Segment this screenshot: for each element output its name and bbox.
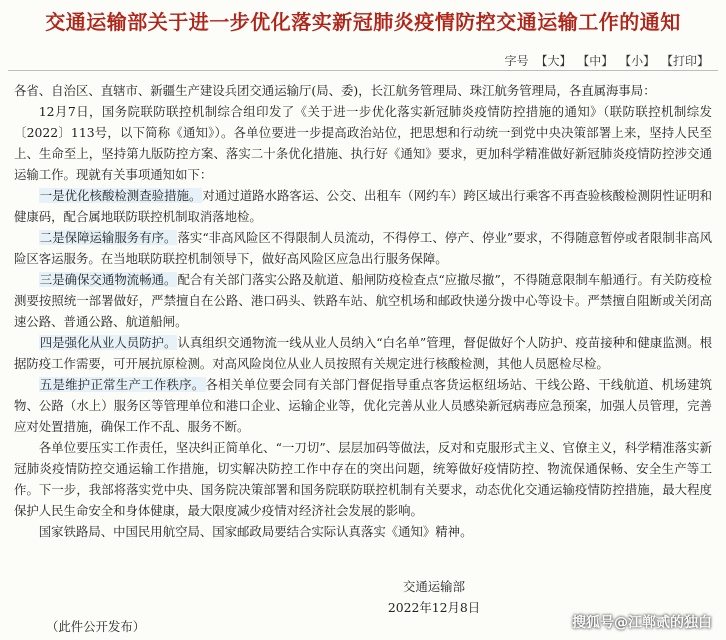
signature-date: 2022年12月8日	[387, 600, 481, 615]
font-size-label: 字号	[504, 54, 529, 68]
page-title: 交通运输部关于进一步优化落实新冠肺炎疫情防控交通运输工作的通知	[45, 10, 681, 34]
salutation: 各省、自治区、直辖市、新疆生产建设兵团交通运输厅(局、委)，长江航务管理局、珠江航务管理局，各直属海事局：	[14, 83, 656, 98]
font-size-medium-button[interactable]: 【中】	[577, 54, 614, 68]
measure-paragraph	[14, 332, 712, 374]
measure-text: 对通过道路水路客运、公交、出租车（网约车）跨区域出行乘客不再查验核酸检测阴性证明和健康码，配合属地联防联控机制取消落地检。	[14, 188, 713, 224]
measure-text: 配合有关部门落实公路及航道、船闸防疫检查点“应撤尽撤”，不得随意限制车船通行。有关防疫检测要按照统一部署做好，严禁擅自在公路、港口码头、铁路车站、航空机场和邮政快递分拨中心等设卡。严禁擅自阻断或关闭高速公路、普通公路、航道船闸。	[14, 272, 712, 329]
closing-paragraph: 各单位要压实工作责任，坚决纠正简单化、“一刀切”、层层加码等做法，反对和克服形式主义、官僚主义，科学精准落实新冠肺炎疫情防控交通运输工作措施，切实解决防控工作中存在的突出问题，统筹做好疫情防控、物流保通保畅、安全生产等工作。下一步，我部将落实党中央、国务院决策部署和国务院联防联控机制有关要求，动态优化交通运输疫情防控措施，最大程度保护人民生命安全和身体健康，最大限度减少疫情对经济社会发展的影响。	[14, 440, 712, 518]
font-size-large-button[interactable]: 【大】	[535, 54, 572, 68]
measure-heading: 五是维护正常生产工作秩序。	[39, 377, 205, 392]
font-size-small-button[interactable]: 【小】	[619, 54, 656, 68]
release-note: （此件公开发布）	[46, 619, 146, 634]
measure-text: 落实“非高风险区不得限制人员流动，不得停工、停产、停业”要求，不得随意暂停或者限制非高风险区客运服务。在当地联防联控机制领导下，做好高风险区应急出行服务保障。	[14, 230, 712, 266]
measure-text: 各相关单位要会同有关部门督促指导重点客货运枢纽场站、干线公路、干线航道、机场建筑物、公路（水上）服务区等管理单位和港口企业、运输企业等，优化完善从业人员感染新冠病毒应急预案，加强人员管理，完善应对处置措施，确保工作不乱、服务不断。	[14, 377, 712, 434]
source-watermark: 搜狐号@江郸贰的独白	[572, 615, 712, 631]
measure-paragraph	[14, 374, 712, 437]
measure-heading: 四是强化从业人员防护。	[39, 335, 177, 350]
print-button[interactable]: 【打印】	[660, 54, 709, 68]
font-size-bar	[505, 52, 710, 69]
measure-heading: 一是优化核酸检测查验措施。	[39, 188, 202, 203]
measure-heading: 三是确保交通物流畅通。	[39, 272, 177, 287]
article-body	[14, 80, 712, 542]
measure-paragraph	[14, 185, 712, 227]
signature-block	[384, 576, 484, 618]
measure-paragraph	[14, 269, 712, 332]
intro-paragraph: 12月7日，国务院联防联控机制综合组印发了《关于进一步优化落实新冠肺炎疫情防控措施的通知》（联防联控机制综发〔2022〕113号，以下简称《通知》）。各单位要进一步提高政治站位，把思想和行动统一到党中央决策部署上来，坚持人民至上、生命至上，坚持第九版防控方案、落实二十条优化措施、执行好《通知》要求，更加科学精准做好新冠肺炎疫情防控涉交通运输工作。现就有关事项通知如下：	[14, 104, 712, 182]
measure-text: 认真组织交通物流一线从业人员纳入“白名单”管理，督促做好个人防护、疫苗接种和健康监测。根据防疫工作需要，可开展抗原检测。对高风险岗位从业人员按照有关规定进行核酸检测，其他人员愿检尽检。	[14, 335, 712, 371]
measure-paragraph	[14, 227, 712, 269]
header-divider	[8, 70, 718, 71]
measure-heading: 二是保障运输服务有序。	[39, 230, 177, 245]
signature-org: 交通运输部	[403, 579, 465, 594]
cc-paragraph: 国家铁路局、中国民用航空局、国家邮政局要结合实际认真落实《通知》精神。	[38, 524, 473, 539]
